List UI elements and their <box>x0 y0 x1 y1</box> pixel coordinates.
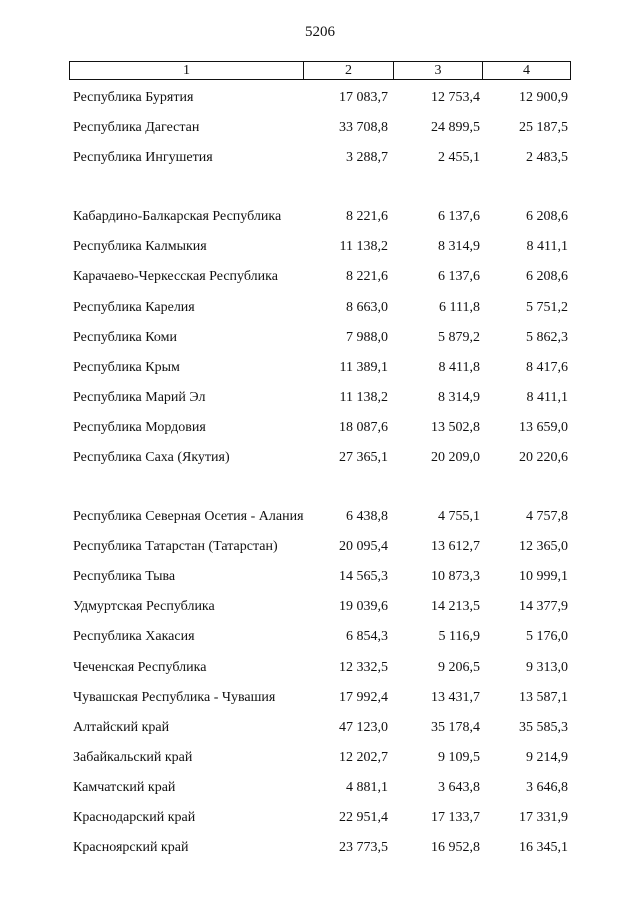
value-col-3: 8 411,8 <box>438 359 480 375</box>
region-name: Чувашская Республика - Чувашия <box>73 689 276 705</box>
value-col-4: 16 345,1 <box>519 840 568 856</box>
table-row <box>0 740 640 770</box>
value-col-4: 5 751,2 <box>526 299 568 315</box>
region-name: Республика Марий Эл <box>73 389 206 405</box>
value-col-4: 10 999,1 <box>519 569 568 585</box>
value-col-3: 6 111,8 <box>439 299 480 315</box>
region-name: Алтайский край <box>73 719 170 735</box>
table-row <box>0 589 640 619</box>
region-name: Кабардино-Балкарская Республика <box>73 209 282 225</box>
region-name: Забайкальский край <box>73 749 193 765</box>
value-col-4: 6 208,6 <box>526 209 568 225</box>
table-row <box>0 350 640 380</box>
column-header-2: 2 <box>303 62 393 79</box>
region-name: Карачаево-Черкесская Республика <box>73 269 278 285</box>
value-col-2: 20 095,4 <box>339 539 388 555</box>
value-col-4: 35 585,3 <box>519 719 568 735</box>
table-row <box>0 619 640 649</box>
value-col-2: 4 881,1 <box>346 779 388 795</box>
region-name: Республика Коми <box>73 329 177 345</box>
value-col-4: 9 313,0 <box>526 659 568 675</box>
value-col-2: 12 332,5 <box>339 659 388 675</box>
table-row <box>0 110 640 140</box>
region-name: Краснодарский край <box>73 809 196 825</box>
value-col-4: 6 208,6 <box>526 269 568 285</box>
table-row <box>0 80 640 110</box>
value-col-4: 5 862,3 <box>526 329 568 345</box>
table-row <box>0 289 640 319</box>
table-row <box>0 800 640 830</box>
value-col-4: 14 377,9 <box>519 599 568 615</box>
value-col-2: 14 565,3 <box>339 569 388 585</box>
value-col-2: 27 365,1 <box>339 450 388 466</box>
table-row <box>0 380 640 410</box>
table-row <box>0 559 640 589</box>
table-row <box>0 770 640 800</box>
value-col-3: 24 899,5 <box>431 120 480 136</box>
region-name: Республика Бурятия <box>73 90 194 106</box>
value-col-2: 7 988,0 <box>346 329 388 345</box>
region-name: Республика Хакасия <box>73 629 195 645</box>
value-col-2: 11 138,2 <box>339 239 388 255</box>
value-col-2: 11 138,2 <box>339 389 388 405</box>
value-col-2: 22 951,4 <box>339 809 388 825</box>
column-header-1: 1 <box>183 62 190 78</box>
value-col-2: 8 221,6 <box>346 269 388 285</box>
table-row <box>0 410 640 440</box>
table-row <box>0 170 640 229</box>
region-name: Республика Северная Осетия - Алания <box>73 509 304 525</box>
table-row <box>0 649 640 679</box>
value-col-3: 10 873,3 <box>431 569 480 585</box>
table-row <box>0 440 640 470</box>
value-col-2: 18 087,6 <box>339 419 388 435</box>
value-col-2: 19 039,6 <box>339 599 388 615</box>
region-name: Удмуртская Республика <box>73 599 215 615</box>
value-col-3: 13 431,7 <box>431 689 480 705</box>
value-col-4: 8 417,6 <box>526 359 568 375</box>
table-row <box>0 320 640 350</box>
value-col-3: 2 455,1 <box>438 150 480 166</box>
value-col-2: 12 202,7 <box>339 749 388 765</box>
value-col-2: 8 663,0 <box>346 299 388 315</box>
page-number: 5206 <box>305 24 335 40</box>
table-row <box>0 830 640 860</box>
region-name: Республика Саха (Якутия) <box>73 450 230 466</box>
value-col-4: 4 757,8 <box>526 509 568 525</box>
value-col-2: 23 773,5 <box>339 840 388 856</box>
value-col-3: 8 314,9 <box>438 239 480 255</box>
region-name: Камчатский край <box>73 779 176 795</box>
value-col-3: 35 178,4 <box>431 719 480 735</box>
value-col-4: 13 659,0 <box>519 419 568 435</box>
value-col-4: 2 483,5 <box>526 150 568 166</box>
table-row <box>0 140 640 170</box>
value-col-4: 20 220,6 <box>519 450 568 466</box>
value-col-3: 4 755,1 <box>438 509 480 525</box>
value-col-4: 5 176,0 <box>526 629 568 645</box>
value-col-2: 11 389,1 <box>339 359 388 375</box>
table-row <box>0 259 640 289</box>
value-col-3: 13 502,8 <box>431 419 480 435</box>
value-col-2: 17 083,7 <box>339 90 388 106</box>
table-header <box>69 61 571 80</box>
value-col-2: 8 221,6 <box>346 209 388 225</box>
column-header-4: 4 <box>482 62 570 79</box>
value-col-2: 33 708,8 <box>339 120 388 136</box>
value-col-3: 5 879,2 <box>438 329 480 345</box>
value-col-3: 20 209,0 <box>431 450 480 466</box>
region-name: Республика Ингушетия <box>73 150 213 166</box>
value-col-4: 12 900,9 <box>519 90 568 106</box>
region-name: Республика Татарстан (Татарстан) <box>73 539 278 555</box>
table-body <box>0 80 640 860</box>
table-row <box>0 229 640 259</box>
region-name: Республика Карелия <box>73 299 195 315</box>
value-col-4: 17 331,9 <box>519 809 568 825</box>
region-name: Республика Крым <box>73 359 180 375</box>
value-col-4: 25 187,5 <box>519 120 568 136</box>
value-col-4: 8 411,1 <box>526 389 568 405</box>
value-col-3: 13 612,7 <box>431 539 480 555</box>
value-col-2: 17 992,4 <box>339 689 388 705</box>
value-col-2: 3 288,7 <box>346 150 388 166</box>
region-name: Чеченская Республика <box>73 659 207 675</box>
value-col-3: 8 314,9 <box>438 389 480 405</box>
value-col-4: 13 587,1 <box>519 689 568 705</box>
value-col-4: 3 646,8 <box>526 779 568 795</box>
value-col-4: 9 214,9 <box>526 749 568 765</box>
table-row <box>0 710 640 740</box>
region-name: Республика Тыва <box>73 569 176 585</box>
region-name: Республика Калмыкия <box>73 239 207 255</box>
value-col-4: 12 365,0 <box>519 539 568 555</box>
value-col-3: 16 952,8 <box>431 840 480 856</box>
value-col-4: 8 411,1 <box>526 239 568 255</box>
value-col-2: 6 438,8 <box>346 509 388 525</box>
value-col-3: 14 213,5 <box>431 599 480 615</box>
value-col-3: 9 109,5 <box>438 749 480 765</box>
value-col-3: 9 206,5 <box>438 659 480 675</box>
value-col-3: 3 643,8 <box>438 779 480 795</box>
table-row <box>0 680 640 710</box>
region-name: Красноярский край <box>73 840 189 856</box>
column-header-3: 3 <box>393 62 482 79</box>
value-col-3: 12 753,4 <box>431 90 480 106</box>
value-col-3: 6 137,6 <box>438 269 480 285</box>
value-col-2: 6 854,3 <box>346 629 388 645</box>
value-col-3: 6 137,6 <box>438 209 480 225</box>
value-col-3: 17 133,7 <box>431 809 480 825</box>
value-col-2: 47 123,0 <box>339 719 388 735</box>
table-row <box>0 529 640 559</box>
table-row <box>0 470 640 529</box>
region-name: Республика Мордовия <box>73 419 206 435</box>
value-col-3: 5 116,9 <box>438 629 480 645</box>
region-name: Республика Дагестан <box>73 120 200 136</box>
